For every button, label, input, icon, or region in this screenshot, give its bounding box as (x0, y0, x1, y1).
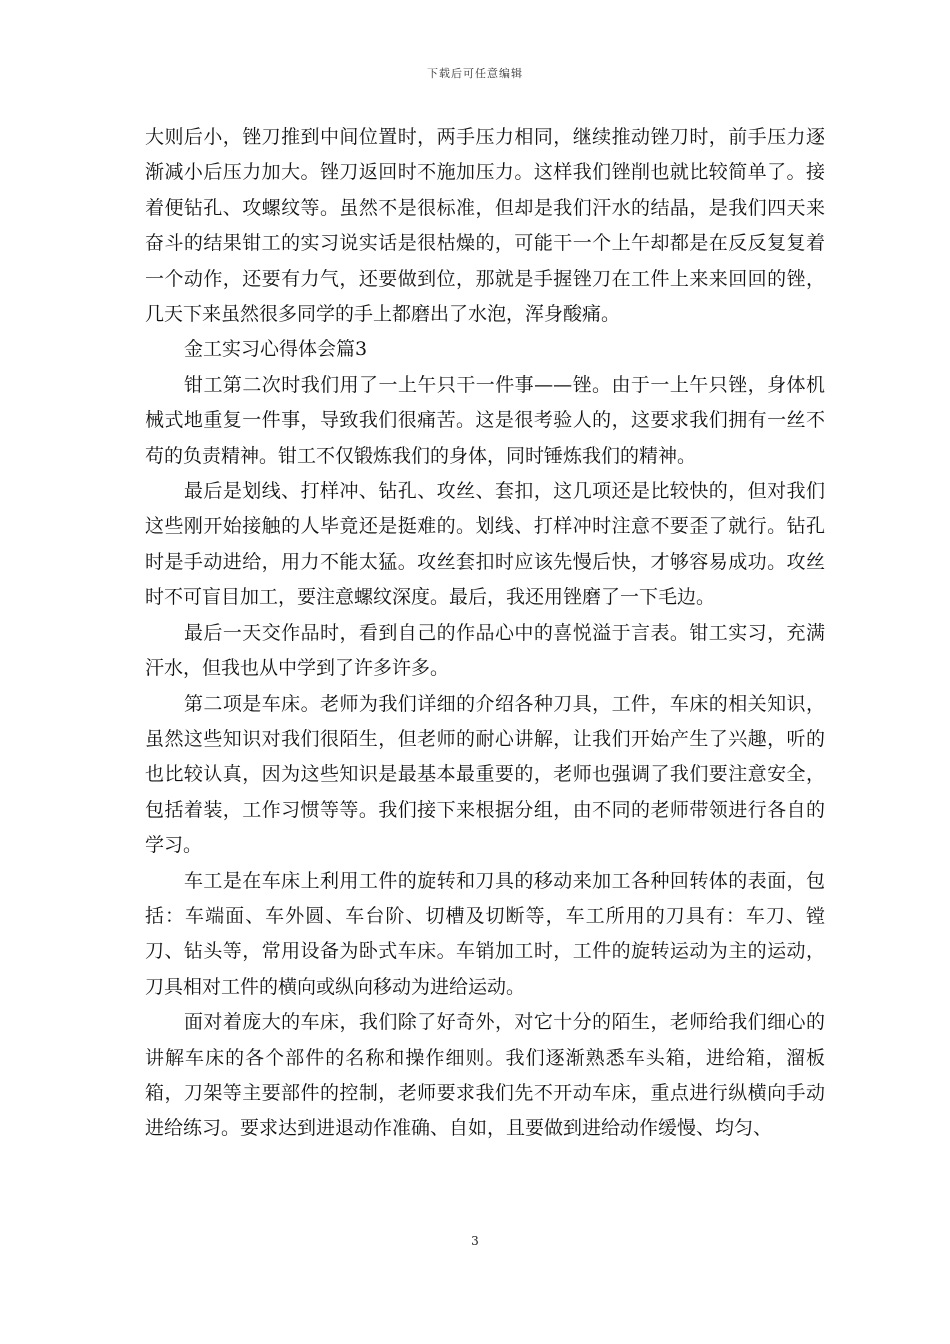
paragraph: 最后一天交作品时，看到自己的作品心中的喜悦溢于言表。钳工实习，充满汗水，但我也从中学到了许多许多。 (145, 621, 825, 680)
document-body (145, 120, 825, 1147)
paragraph-continuation: 大则后小，锉刀推到中间位置时，两手压力相同，继续推动锉刀时，前手压力逐渐减小后压力加大。锉刀返回时不施加压力。这样我们锉削也就比较简单了。接着便钻孔、攻螺纹等。虽然不是很标准，但却是我们汗水的结晶，是我们四天来奋斗的结果钳工的实习说实话是很枯燥的，可能干一个上午却都是在反反复复着一个动作，还要有力气，还要做到位，那就是手握锉刀在工件上来来回回的锉，几天下来虽然很多同学的手上都磨出了水泡，浑身酸痛。 (145, 126, 825, 326)
paragraph: 钳工第二次时我们用了一上午只干一件事——锉。由于一上午只锉，身体机械式地重复一件事，导致我们很痛苦。这是很考验人的，这要求我们拥有一丝不苟的负责精神。钳工不仅锻炼我们的身体，同时锤炼我们的精神。 (145, 373, 825, 467)
paragraph: 最后是划线、打样冲、钻孔、攻丝、套扣，这几项还是比较快的，但对我们这些刚开始接触的人毕竟还是挺难的。划线、打样冲时注意不要歪了就行。钻孔时是手动进给，用力不能太猛。攻丝套扣时应该先慢后快，才够容易成功。攻丝时不可盲目加工，要注意螺纹深度。最后，我还用锉磨了一下毛边。 (145, 480, 825, 609)
paragraph: 车工是在车床上利用工件的旋转和刀具的移动来加工各种回转体的表面，包括：车端面、车外圆、车台阶、切槽及切断等，车工所用的刀具有：车刀、镗刀、钻头等，常用设备为卧式车床。车销加工时，工件的旋转运动为主的运动，刀具相对工件的横向或纵向移动为进给运动。 (145, 869, 825, 998)
paragraph: 面对着庞大的车床，我们除了好奇外，对它十分的陌生，老师给我们细心的讲解车床的各个部件的名称和操作细则。我们逐渐熟悉车头箱，进给箱，溜板箱，刀架等主要部件的控制，老师要求我们先不开动车床，重点进行纵横向手动进给练习。要求达到进退动作准确、自如，且要做到进给动作缓慢、均匀、 (145, 1011, 825, 1140)
section-heading: 金工实习心得体会篇3 (184, 338, 368, 361)
page-header: 下载后可任意编辑 (427, 67, 523, 80)
page-number: 3 (471, 1234, 479, 1248)
paragraph: 第二项是车床。老师为我们详细的介绍各种刀具，工件，车床的相关知识，虽然这些知识对我们很陌生，但老师的耐心讲解，让我们开始产生了兴趣，听的也比较认真，因为这些知识是最基本最重要的，老师也强调了我们要注意安全，包括着装，工作习惯等等。我们接下来根据分组，由不同的老师带领进行各自的学习。 (145, 692, 825, 857)
